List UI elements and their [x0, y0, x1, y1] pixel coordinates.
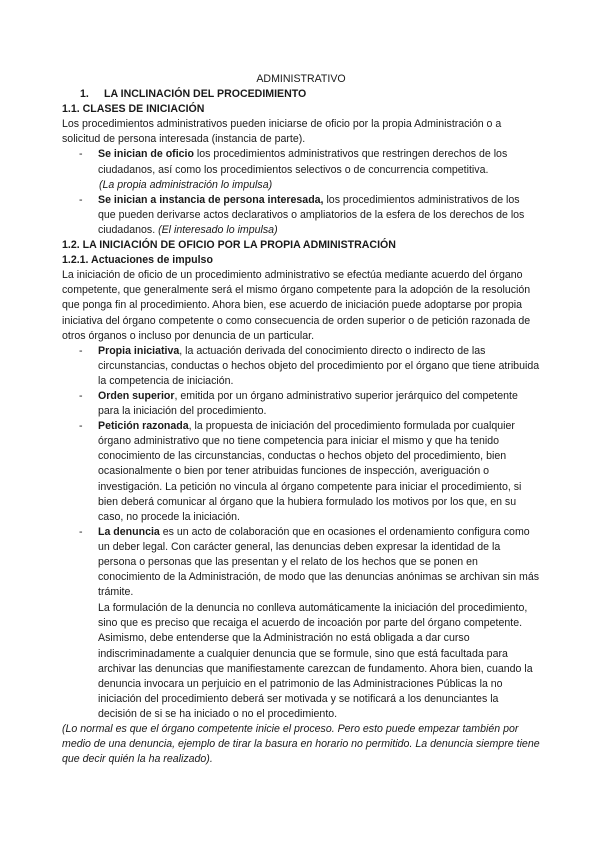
denuncia-extra-paragraph: La formulación de la denuncia no conlleva automáticamente la iniciación del procedimiento, sino que es preciso que recaiga el acuerdo de incoación por parte del órgano competente. Asimismo, debe entenderse que la Administración no está obligada a dar curso indiscriminadamente a cualquier denuncia que se formule, sino que está facultada para archivar las denuncias que manifiestamente carezcan de fundamento. Ahora bien, cuando la denuncia invocara un perjuicio en el patrimonio de las Administraciones Públicas la no iniciación del procedimiento deberá ser motivada y se notificará a los denunciantes la decisión de si se ha iniciado o no el procedimiento. — [98, 602, 533, 720]
list-item-denuncia — [62, 525, 540, 722]
section-1-2-1-intro: La iniciación de oficio de un procedimiento administrativo se efectúa mediante acuerdo del órgano competente, que generalmente será el mismo órgano competente para la adopción de la resolución que ponga fin al procedimiento. Ahora bien, ese acuerdo de iniciación puede adoptarse por propia iniciativa del órgano competente o como consecuencia de orden superior o de petición razonada de otros órganos o incluso por denuncia de un particular. — [62, 269, 531, 342]
document-title: ADMINISTRATIVO — [256, 73, 346, 85]
bullet-dash: - — [79, 193, 83, 206]
bullet-dash: - — [79, 525, 83, 538]
section-1-2-1-heading: 1.2.1. Actuaciones de impulso — [62, 254, 213, 267]
list-item-propia-iniciativa — [62, 344, 540, 389]
item-bold-term: Propia iniciativa — [98, 344, 180, 357]
item-text: los procedimientos administrativos de los que pueden derivarse actos declarativos o ampliatorios de la esfera de los derechos de los ciudadanos. — [98, 193, 525, 236]
bullet-dash: - — [79, 420, 83, 433]
item-bold-term: La denuncia — [98, 525, 160, 538]
section-1-1-intro: Los procedimientos administrativos pueden iniciarse de oficio por la propia Administración o a solicitud de persona interesada (instancia de parte). — [62, 118, 502, 146]
list-item-orden-superior — [62, 389, 540, 419]
section-1-2-heading: 1.2. LA INICIACIÓN DE OFICIO POR LA PROPIA ADMINISTRACIÓN — [62, 239, 396, 252]
section-1-title: LA INCLINACIÓN DEL PROCEDIMIENTO — [104, 88, 307, 101]
item-bold-term: Se inician de oficio — [98, 148, 194, 161]
section-1-number: 1. — [80, 88, 89, 101]
item-note: (La propia administración lo impulsa) — [99, 178, 273, 191]
bullet-dash: - — [79, 344, 83, 357]
item-note: (El interesado lo impulsa) — [158, 223, 278, 236]
final-note: (Lo normal es que el órgano competente inicie el proceso. Pero esto puede empezar también por medio de una denuncia, ejemplo de tirar la basura en horario no permitido. La denuncia siempre tiene que decir quién la ha realizado). — [62, 723, 540, 766]
item-text: es un acto de colaboración que en ocasiones el ordenamiento configura como un deber legal. Con carácter general, las denuncias deben expresar la identidad de la persona o personas que las presentan y el relato de los hechos que se ponen en conocimiento de la Administración, de modo que las denuncias anónimas se archivan sin más trámite. — [98, 525, 540, 599]
item-bold-term: Se inician a instancia de persona interesada, — [98, 193, 324, 206]
item-text: , la actuación derivada del conocimiento directo o indirecto de las circunstancias, conductas o hechos objeto del procedimiento por el órgano que tiene atribuida la competencia de iniciación. — [98, 344, 540, 387]
item-bold-term: Petición razonada — [98, 420, 189, 433]
list-item-de-oficio — [62, 147, 540, 192]
list-item-peticion-razonada — [62, 419, 540, 525]
bullet-dash: - — [79, 389, 83, 402]
item-text: , la propuesta de iniciación del procedimiento formulada por cualquier órgano administrativo que no tiene competencia para iniciar el mismo y que ha tenido conocimiento de las circunstancias, conductas o hechos objeto del procedimiento, bien ocasionalmente o bien por tener atribuidas funciones de inspección, averiguación o investigación. La petición no vincula al órgano competente para iniciar el procedimiento, si bien deberá comunicar al órgano que la hubiera formulado los motivos por los que, en su caso, no procede la iniciación. — [98, 420, 522, 523]
item-bold-term: Orden superior — [98, 389, 175, 402]
section-1-heading — [62, 87, 540, 102]
list-item-instancia — [62, 193, 540, 238]
document-page — [62, 72, 540, 767]
item-text: los procedimientos administrativos que restringen derechos de los ciudadanos, así como los procedimientos selectivos o de concurrencia competitiva. — [98, 148, 508, 176]
section-1-1-heading: 1.1. CLASES DE INICIACIÓN — [62, 103, 205, 116]
item-text: , emitida por un órgano administrativo superior jerárquico del competente para la iniciación del procedimiento. — [98, 389, 518, 418]
bullet-dash: - — [79, 148, 83, 161]
